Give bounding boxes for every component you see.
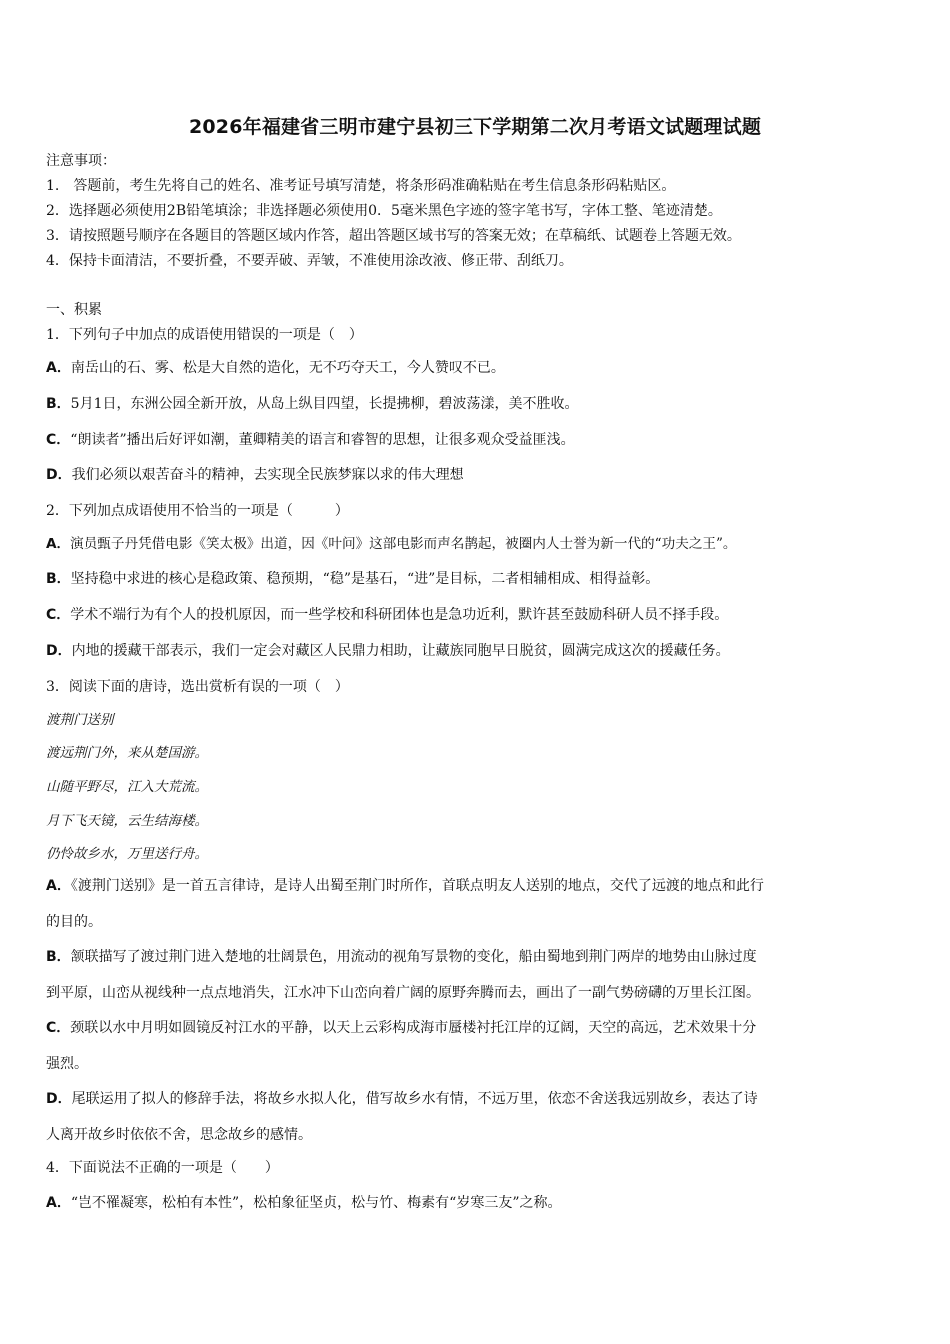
option-text: 内地的援藏干部表示，我们一定会对藏区人民鼎力相助，让藏族同胞早日脱贫，圆满完成这次的援藏任务。 (71, 643, 730, 659)
question-stem: 4．下面说法不正确的一项是（ ） (46, 1160, 279, 1176)
option-row (46, 948, 757, 966)
question-stem: 3．阅读下面的唐诗，选出赏析有误的一项（ ） (46, 679, 349, 695)
option-row (46, 877, 764, 895)
option-label: B． (46, 949, 71, 965)
option-row (46, 1194, 561, 1212)
option-text: 5月1日，东洲公园全新开放，从岛上纵目四望，长提拂柳，碧波荡漾，美不胜收。 (70, 396, 579, 412)
option-text-continued: 到平原，山峦从视线种一点点地消失，江水冲下山峦向着广阔的原野奔腾而去，画出了一副气势磅礴的万里长江图。 (46, 985, 760, 1001)
option-text: 坚持稳中求进的核心是稳政策、稳预期，“稳”是基石，“进”是目标，二者相辅相成、相得益彰。 (70, 571, 660, 587)
option-text: 《渡荆门送别》是一首五言律诗，是诗人出蜀至荆门时所作，首联点明友人送别的地点，交代了远渡的地点和此行 (70, 878, 764, 894)
option-row (46, 466, 464, 484)
option-label: A． (46, 360, 71, 376)
option-row (46, 642, 730, 660)
option-text: 演员甄子丹凭借电影《笑太极》出道，因《叶问》这部电影而声名鹊起，被圈内人士誉为新一代的“功夫之王”。 (70, 536, 737, 552)
option-row (46, 431, 575, 449)
option-text: 尾联运用了拟人的修辞手法，将故乡水拟人化，借写故乡水有情，不远万里，依恋不舍送我远别故乡，表达了诗 (71, 1091, 758, 1107)
option-label: A． (46, 878, 71, 894)
notice-item: 2．选择题必须使用2B铅笔填涂；非选择题必须使用0．5毫米黑色字迹的签字笔书写，字体工整、笔迹清楚。 (46, 203, 722, 219)
poem-line: 月下飞天镜，云生结海楼。 (46, 813, 208, 829)
option-label: D． (46, 467, 72, 483)
option-label: C． (46, 607, 71, 623)
option-text: 学术不端行为有个人的投机原因，而一些学校和科研团体也是急功近利，默许甚至鼓励科研人员不择手段。 (70, 607, 729, 623)
poem-line: 山随平野尽，江入大荒流。 (46, 779, 208, 795)
option-label: A． (46, 536, 71, 552)
notice-item: 4．保持卡面清洁，不要折叠，不要弄破、弄皱，不准使用涂改液、修正带、刮纸刀。 (46, 253, 573, 269)
notice-item: 1. 答题前，考生先将自己的姓名、准考证号填写清楚，将条形码准确粘贴在考生信息条形码粘贴区。 (46, 178, 676, 194)
option-text: “岂不罹凝寒，松柏有本性”，松柏象征坚贞，松与竹、梅素有“岁寒三友”之称。 (70, 1195, 562, 1211)
option-label: B． (46, 396, 71, 412)
question-stem: 2．下列加点成语使用不恰当的一项是（ ） (46, 503, 349, 519)
option-row (46, 606, 728, 624)
option-row (46, 535, 737, 553)
option-text: 我们必须以艰苦奋斗的精神，去实现全民族梦寐以求的伟大理想 (71, 467, 464, 483)
option-row (46, 395, 578, 413)
poem-line: 仍怜故乡水，万里送行舟。 (46, 846, 208, 862)
option-text: 颈联以水中月明如圆镜反衬江水的平静，以天上云彩构成海市蜃楼衬托江岸的辽阔，天空的高远，艺术效果十分 (70, 1020, 757, 1036)
poem-line: 渡远荆门外，来从楚国游。 (46, 745, 208, 761)
section-heading: 一、积累 (46, 302, 102, 318)
option-text-continued: 人离开故乡时依依不舍，思念故乡的感情。 (46, 1127, 312, 1143)
option-label: D． (46, 1091, 72, 1107)
option-text-continued: 强烈。 (46, 1056, 88, 1072)
option-label: D． (46, 643, 72, 659)
notice-item: 3．请按照题号顺序在各题目的答题区域内作答，超出答题区域书写的答案无效；在草稿纸、试题卷上答题无效。 (46, 228, 741, 244)
option-label: A． (46, 1195, 71, 1211)
page-title: 2026年福建省三明市建宁县初三下学期第二次月考语文试题理试题 (188, 116, 762, 138)
option-row (46, 570, 659, 588)
option-label: B． (46, 571, 71, 587)
option-text: 颔联描写了渡过荆门进入楚地的壮阔景色，用流动的视角写景物的变化，船由蜀地到荆门两岸的地势由山脉过度 (70, 949, 757, 965)
option-text: 南岳山的石、雾、松是大自然的造化，无不巧夺天工，今人赞叹不已。 (70, 360, 505, 376)
poem-title: 渡荆门送别 (46, 712, 114, 728)
option-row (46, 1090, 758, 1108)
option-label: C． (46, 432, 71, 448)
option-label: C． (46, 1020, 71, 1036)
notice-heading: 注意事项： (46, 153, 116, 169)
option-row (46, 359, 505, 377)
option-row (46, 1019, 756, 1037)
question-stem: 1．下列句子中加点的成语使用错误的一项是（ ） (46, 327, 363, 343)
option-text: “朗读者”播出后好评如潮，董卿精美的语言和睿智的思想，让很多观众受益匪浅。 (70, 432, 575, 448)
option-text-continued: 的目的。 (46, 914, 102, 930)
